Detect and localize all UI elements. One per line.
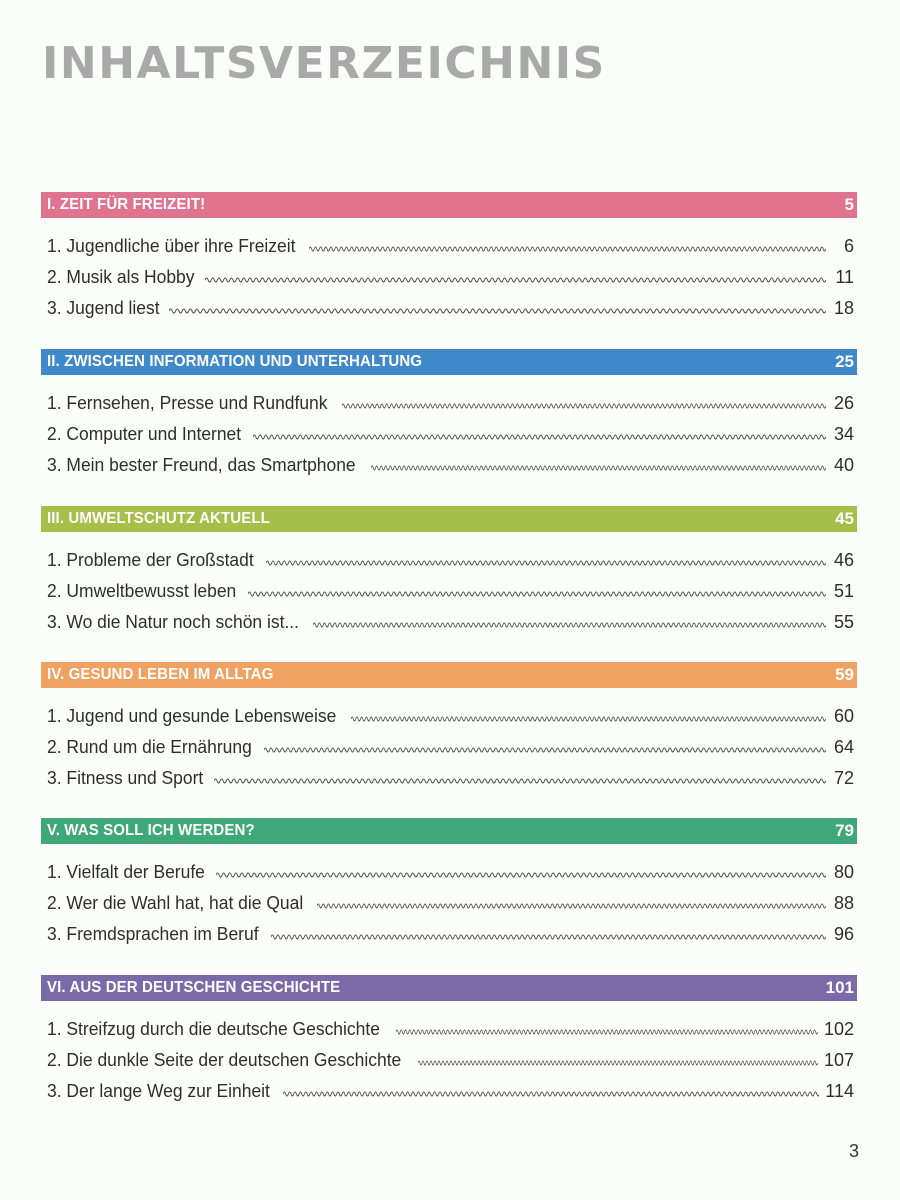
leader-squiggle xyxy=(271,932,826,942)
toc-entry[interactable] xyxy=(41,727,857,758)
entry-label: 3. Mein bester Freund, das Smartphone xyxy=(47,455,356,475)
section-page: 79 xyxy=(835,821,854,840)
entry-page: 64 xyxy=(833,737,854,757)
leader-squiggle xyxy=(283,1089,820,1099)
entry-label: 3. Der lange Weg zur Einheit xyxy=(47,1081,270,1101)
section-header[interactable] xyxy=(41,506,857,532)
entry-page: 26 xyxy=(833,393,854,413)
leader-squiggle xyxy=(342,401,826,411)
entry-page: 96 xyxy=(833,924,854,944)
section-items xyxy=(41,696,857,789)
section-items xyxy=(41,852,857,945)
entry-label: 2. Wer die Wahl hat, hat die Qual xyxy=(47,893,304,913)
section-page: 25 xyxy=(835,352,854,371)
entry-page: 6 xyxy=(843,236,854,256)
toc-section xyxy=(41,192,857,319)
entry-label: 2. Musik als Hobby xyxy=(47,267,195,287)
entry-page: 102 xyxy=(823,1019,854,1039)
leader-squiggle xyxy=(418,1058,818,1068)
toc-entry[interactable] xyxy=(41,226,857,257)
entry-page: 34 xyxy=(833,424,854,444)
leader-squiggle xyxy=(248,589,826,599)
toc-entry[interactable] xyxy=(41,602,857,633)
toc-entry[interactable] xyxy=(41,414,857,445)
toc-entry[interactable] xyxy=(41,1009,857,1040)
toc-section xyxy=(41,506,857,633)
toc-entry[interactable] xyxy=(41,852,857,883)
section-title: IV. GESUND LEBEN IM ALLTAG xyxy=(47,666,274,683)
section-header[interactable] xyxy=(41,662,857,688)
toc-entry[interactable] xyxy=(41,1040,857,1071)
toc-section xyxy=(41,349,857,476)
section-items xyxy=(41,540,857,633)
entry-page: 51 xyxy=(833,581,854,601)
entry-label: 3. Wo die Natur noch schön ist... xyxy=(47,612,300,632)
entry-label: 1. Probleme der Großstadt xyxy=(47,550,254,570)
leader-squiggle xyxy=(205,275,826,285)
leader-squiggle xyxy=(253,432,826,442)
toc-entry[interactable] xyxy=(41,288,857,319)
entry-label: 3. Jugend liest xyxy=(47,298,160,318)
toc-entry[interactable] xyxy=(41,883,857,914)
entry-page: 107 xyxy=(823,1050,854,1070)
toc-entry[interactable] xyxy=(41,540,857,571)
entry-page: 40 xyxy=(833,455,854,475)
page-number: 3 xyxy=(849,1141,860,1161)
entry-label: 2. Umweltbewusst leben xyxy=(47,581,237,601)
section-header[interactable] xyxy=(41,975,857,1001)
toc-entry[interactable] xyxy=(41,758,857,789)
section-header[interactable] xyxy=(41,349,857,375)
toc-entry[interactable] xyxy=(41,383,857,414)
section-header[interactable] xyxy=(41,818,857,844)
section-items xyxy=(41,383,857,476)
section-page: 101 xyxy=(825,978,854,997)
leader-squiggle xyxy=(317,901,826,911)
leader-squiggle xyxy=(169,306,826,316)
toc-entry[interactable] xyxy=(41,257,857,288)
entry-page: 60 xyxy=(833,706,854,726)
section-header[interactable] xyxy=(41,192,857,218)
entry-page: 18 xyxy=(833,298,854,318)
entry-label: 3. Fremdsprachen im Beruf xyxy=(47,924,259,944)
toc-entry[interactable] xyxy=(41,1071,857,1102)
entry-label: 2. Die dunkle Seite der deutschen Geschichte xyxy=(47,1050,402,1070)
entry-label: 3. Fitness und Sport xyxy=(47,768,204,788)
entry-label: 2. Rund um die Ernährung xyxy=(47,737,252,757)
section-title: III. UMWELTSCHUTZ AKTUELL xyxy=(47,510,270,527)
toc-section xyxy=(41,818,857,945)
entry-page: 114 xyxy=(825,1081,854,1101)
toc-entry[interactable] xyxy=(41,571,857,602)
section-title: II. ZWISCHEN INFORMATION UND UNTERHALTUNG xyxy=(47,353,423,370)
entry-label: 1. Streifzug durch die deutsche Geschichte xyxy=(47,1019,380,1039)
entry-page: 11 xyxy=(835,267,854,287)
leader-squiggle xyxy=(216,870,826,880)
section-page: 45 xyxy=(835,509,854,528)
leader-squiggle xyxy=(266,558,826,568)
section-items xyxy=(41,1009,857,1102)
page-title: INHALTSVERZEICHNIS xyxy=(42,38,606,89)
entry-label: 1. Vielfalt der Berufe xyxy=(47,862,205,882)
entry-page: 72 xyxy=(833,768,854,788)
leader-squiggle xyxy=(214,776,826,786)
section-page: 5 xyxy=(844,195,854,214)
entry-label: 1. Jugendliche über ihre Freizeit xyxy=(47,236,296,256)
leader-squiggle xyxy=(351,714,826,724)
entry-label: 2. Computer und Internet xyxy=(47,424,242,444)
section-page: 59 xyxy=(835,665,854,684)
toc-entry[interactable] xyxy=(41,914,857,945)
leader-squiggle xyxy=(264,745,826,755)
leader-squiggle xyxy=(371,463,826,473)
entry-label: 1. Jugend und gesunde Lebensweise xyxy=(47,706,337,726)
toc-section xyxy=(41,975,857,1102)
toc-section xyxy=(41,662,857,789)
section-items xyxy=(41,226,857,319)
leader-squiggle xyxy=(309,244,826,254)
section-title: VI. AUS DER DEUTSCHEN GESCHICHTE xyxy=(47,979,341,996)
entry-page: 46 xyxy=(833,550,854,570)
entry-page: 55 xyxy=(833,612,854,632)
entry-page: 80 xyxy=(833,862,854,882)
leader-squiggle xyxy=(396,1027,818,1037)
entry-page: 88 xyxy=(833,893,854,913)
entry-label: 1. Fernsehen, Presse und Rundfunk xyxy=(47,393,328,413)
section-title: I. ZEIT FÜR FREIZEIT! xyxy=(47,196,206,213)
leader-squiggle xyxy=(313,620,826,630)
toc-entry[interactable] xyxy=(41,696,857,727)
section-title: V. WAS SOLL ICH WERDEN? xyxy=(47,822,255,839)
toc-entry[interactable] xyxy=(41,445,857,476)
